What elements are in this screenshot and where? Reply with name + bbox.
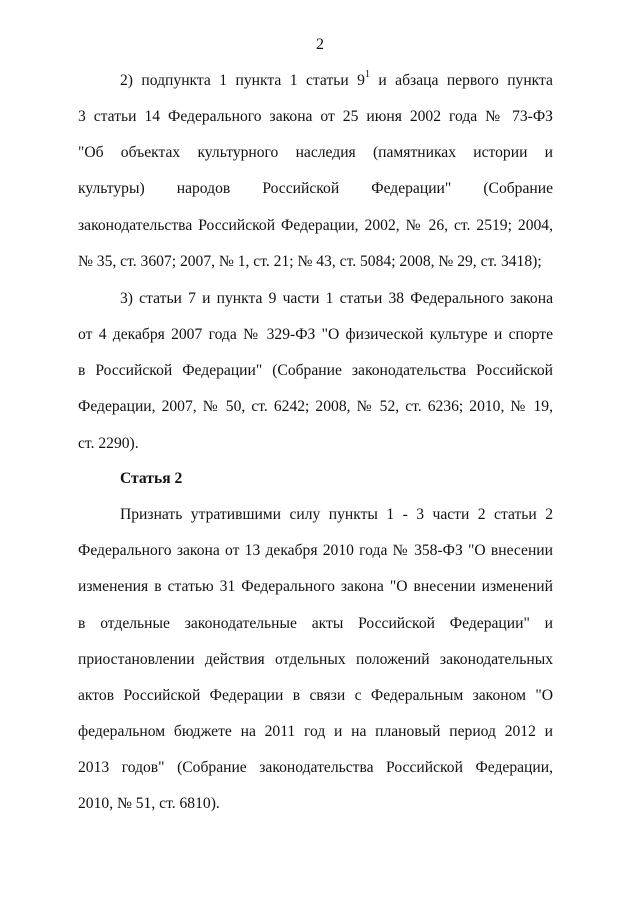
paragraph-line: Признать утратившими силу пункты 1 - 3 части 2 статьи 2: [120, 506, 553, 524]
superscript: 1: [364, 69, 370, 80]
paragraph-line: законодательства Российской Федерации, 2002, № 26, ст. 2519; 2004,: [78, 216, 553, 234]
paragraph-line: приостановлении действия отдельных положений законодательных: [78, 650, 553, 668]
article-heading: Статья 2: [120, 470, 183, 487]
line-text: 2) подпункта 1 пункта 1 статьи 9: [120, 72, 365, 89]
paragraph-line: в Российской Федерации" (Собрание законодательства Российской: [78, 362, 553, 380]
paragraph-line: Федерации, 2007, № 50, ст. 6242; 2008, № 52, ст. 6236; 2010, № 19,: [78, 398, 553, 416]
paragraph-line: 2013 годов" (Собрание законодательства Российской Федерации,: [78, 759, 553, 777]
paragraph-line: в отдельные законодательные акты Российской Федерации" и: [78, 614, 553, 632]
paragraph-line: культуры) народов Российской Федерации" (Собрание: [78, 180, 553, 198]
line-text: и абзаца первого пункта: [369, 72, 553, 89]
paragraph-line: Федерального закона от 13 декабря 2010 года № 358-ФЗ "О внесении: [78, 542, 553, 560]
article-2-section: [78, 461, 553, 822]
paragraph-line: актов Российской Федерации в связи с Федеральным законом "О: [78, 686, 553, 704]
paragraph-line: 2010, № 51, ст. 6810).: [78, 795, 220, 813]
item-2-paragraph: [78, 63, 553, 280]
paragraph-line: № 35, ст. 3607; 2007, № 1, ст. 21; № 43, ст. 5084; 2008, № 29, ст. 3418);: [78, 252, 542, 270]
paragraph-line: [78, 63, 553, 99]
item-3-paragraph: [78, 281, 553, 462]
paragraph-line: 3) статьи 7 и пункта 9 части 1 статьи 38 Федерального закона: [120, 290, 553, 307]
paragraph-line: от 4 декабря 2007 года № 329-ФЗ "О физической культуре и спорте: [78, 326, 553, 344]
paragraph-line: "Об объектах культурного наследия (памятниках истории и: [78, 144, 553, 162]
paragraph-line: федеральном бюджете на 2011 год и на плановый период 2012 и: [78, 722, 553, 740]
paragraph-line: 3 статьи 14 Федерального закона от 25 июня 2002 года № 73-ФЗ: [78, 108, 553, 126]
paragraph-line: ст. 2290).: [78, 434, 139, 452]
page-number: 2: [316, 36, 324, 53]
paragraph-line: изменения в статью 31 Федерального закона "О внесении изменений: [78, 578, 553, 596]
